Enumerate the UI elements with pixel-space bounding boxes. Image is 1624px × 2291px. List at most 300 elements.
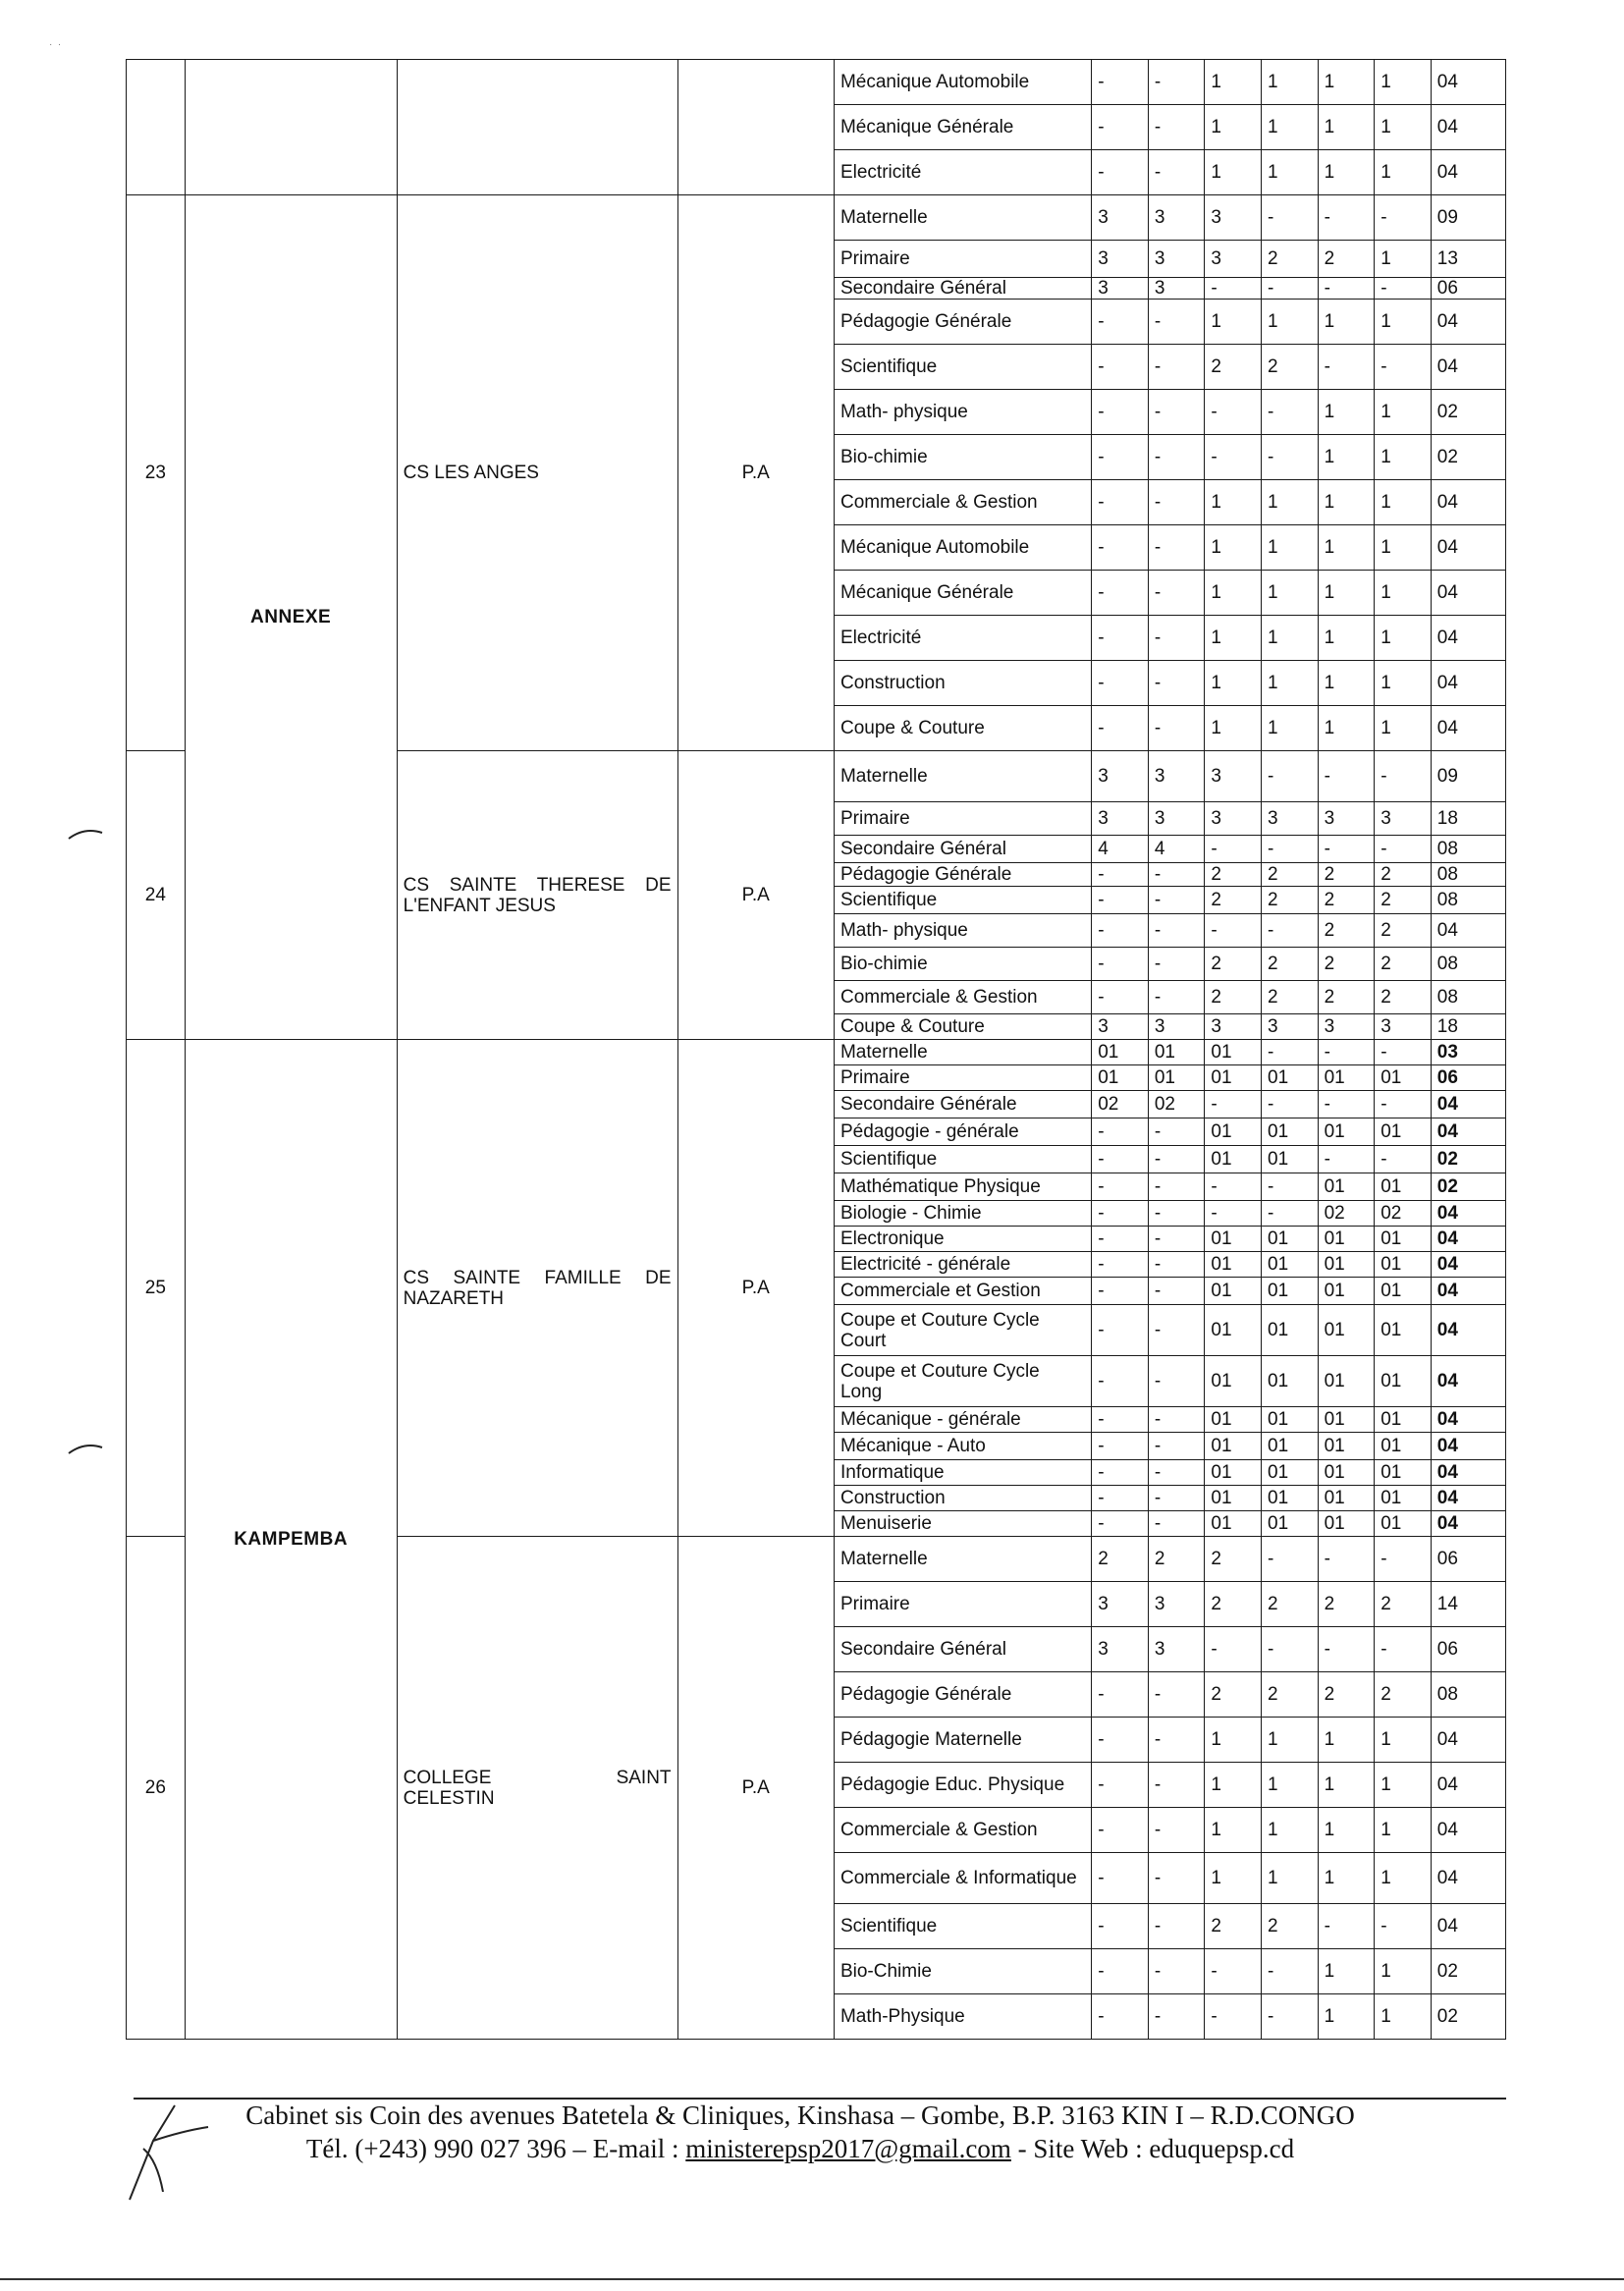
class-count-cell: 1 [1262,706,1319,751]
class-count-cell: - [1092,1305,1149,1356]
class-count-cell: 1 [1262,1763,1319,1808]
total-cell: 08 [1431,948,1505,981]
class-count-cell: - [1092,525,1149,571]
class-count-cell: 1 [1205,1853,1262,1904]
class-count-cell: 01 [1375,1305,1432,1356]
class-count-cell: - [1148,480,1205,525]
option-name: Maternelle [834,751,1091,802]
option-name: Electricité [834,616,1091,661]
total-cell: 04 [1431,1486,1505,1511]
class-count-cell: 01 [1318,1407,1375,1433]
total-cell: 08 [1431,887,1505,914]
class-count-cell: - [1148,863,1205,887]
margin-bracket-mark [67,827,106,841]
option-name: Secondaire Général [834,278,1091,300]
class-count-cell: 1 [1262,1718,1319,1763]
class-count-cell: 1 [1318,300,1375,345]
class-count-cell: - [1262,1627,1319,1672]
management-regime: P.A [677,195,834,751]
class-count-cell: - [1092,390,1149,435]
class-count-cell: - [1375,1904,1432,1949]
class-count-cell: 1 [1262,661,1319,706]
class-count-cell: 2 [1318,1582,1375,1627]
class-count-cell: - [1205,1201,1262,1227]
class-count-cell: 01 [1318,1486,1375,1511]
class-count-cell: 1 [1375,1718,1432,1763]
class-count-cell: 3 [1375,802,1432,836]
class-count-cell: 01 [1318,1173,1375,1201]
school-number: 26 [127,1537,186,2040]
class-count-cell: 01 [1205,1118,1262,1146]
class-count-cell: 2 [1262,887,1319,914]
class-count-cell: - [1148,390,1205,435]
total-cell: 04 [1431,1201,1505,1227]
class-count-cell: - [1148,616,1205,661]
class-count-cell: 2 [1092,1537,1149,1582]
class-count-cell: - [1318,751,1375,802]
class-count-cell: - [1092,1672,1149,1718]
class-count-cell: 2 [1375,981,1432,1014]
class-count-cell: - [1148,1994,1205,2040]
class-count-cell: - [1318,836,1375,863]
class-count-cell: 01 [1092,1040,1149,1065]
option-name: Commerciale & Gestion [834,981,1091,1014]
class-count-cell: 2 [1318,948,1375,981]
school-name-line: NAZARETH [403,1287,505,1309]
class-count-cell: 2 [1318,863,1375,887]
total-cell: 08 [1431,836,1505,863]
class-count-cell: 01 [1262,1065,1319,1091]
option-name: Construction [834,661,1091,706]
class-count-cell: 02 [1092,1091,1149,1118]
page-bottom-rule [0,2278,1624,2280]
class-count-cell: 01 [1375,1511,1432,1537]
class-count-cell: - [1318,1627,1375,1672]
class-count-cell: - [1092,1718,1149,1763]
class-count-cell: 1 [1318,150,1375,195]
total-cell: 04 [1431,300,1505,345]
footer-phone: Tél. (+243) 990 027 396 – E-mail : [305,2133,686,2163]
class-count-cell: - [1375,278,1432,300]
class-count-cell: - [1148,1201,1205,1227]
class-count-cell: - [1092,1808,1149,1853]
class-count-cell: 1 [1375,1763,1432,1808]
option-name: Bio-chimie [834,435,1091,480]
class-count-cell: - [1148,525,1205,571]
total-cell: 18 [1431,802,1505,836]
class-count-cell: 3 [1148,751,1205,802]
class-count-cell: - [1148,1356,1205,1407]
class-count-cell: 1 [1318,390,1375,435]
class-count-cell: 01 [1318,1065,1375,1091]
management-regime: P.A [677,751,834,1040]
class-count-cell: 01 [1318,1356,1375,1407]
class-count-cell: 1 [1318,60,1375,105]
class-count-cell: 2 [1205,1537,1262,1582]
schools-table [126,59,1506,2040]
class-count-cell: 1 [1375,300,1432,345]
option-name: Maternelle [834,195,1091,241]
school-name-line: L'ENFANT JESUS [403,895,556,916]
total-cell: 04 [1431,525,1505,571]
class-count-cell: 1 [1205,105,1262,150]
class-count-cell: 3 [1375,1014,1432,1040]
letterhead-footer [147,2100,1453,2166]
option-name: Secondaire Général [834,1627,1091,1672]
class-count-cell: 3 [1092,802,1149,836]
class-count-cell: - [1262,1091,1319,1118]
class-count-cell: - [1318,195,1375,241]
class-count-cell: - [1092,887,1149,914]
class-count-cell: 1 [1375,571,1432,616]
class-count-cell: - [1148,661,1205,706]
class-count-cell: - [1148,1808,1205,1853]
class-count-cell: 01 [1375,1407,1432,1433]
class-count-cell: - [1375,1537,1432,1582]
class-count-cell: - [1318,1537,1375,1582]
class-count-cell: 01 [1262,1511,1319,1537]
option-name: Electricité [834,150,1091,195]
class-count-cell: - [1262,1201,1319,1227]
class-count-cell: - [1318,345,1375,390]
total-cell: 04 [1431,1118,1505,1146]
class-count-cell: 01 [1262,1252,1319,1278]
option-name: Commerciale & Gestion [834,480,1091,525]
class-count-cell: - [1148,1252,1205,1278]
total-cell: 04 [1431,914,1505,948]
class-count-cell: - [1092,345,1149,390]
class-count-cell: 1 [1262,1853,1319,1904]
class-count-cell: - [1262,1949,1319,1994]
margin-bracket-mark [67,1442,106,1455]
class-count-cell: 3 [1148,802,1205,836]
total-cell: 06 [1431,278,1505,300]
total-cell: 04 [1431,345,1505,390]
class-count-cell: - [1092,1433,1149,1460]
class-count-cell: 1 [1375,60,1432,105]
class-count-cell: - [1318,1904,1375,1949]
class-count-cell: 2 [1205,863,1262,887]
class-count-cell: - [1092,480,1149,525]
class-count-cell: 2 [1375,1672,1432,1718]
class-count-cell: 3 [1318,1014,1375,1040]
class-count-cell: 2 [1375,1582,1432,1627]
class-count-cell: - [1092,1511,1149,1537]
class-count-cell: 3 [1148,195,1205,241]
class-count-cell: 2 [1205,345,1262,390]
class-count-cell: 01 [1318,1227,1375,1252]
class-count-cell: 1 [1205,706,1262,751]
class-count-cell: 1 [1262,60,1319,105]
class-count-cell: 01 [1375,1118,1432,1146]
class-count-cell: - [1375,1040,1432,1065]
school-name-line: CS SAINTE FAMILLE DE [403,1267,672,1288]
class-count-cell: 1 [1318,571,1375,616]
class-count-cell: - [1318,1091,1375,1118]
class-count-cell: 01 [1318,1460,1375,1486]
class-count-cell: 01 [1375,1433,1432,1460]
total-cell: 04 [1431,1808,1505,1853]
class-count-cell: 1 [1375,390,1432,435]
class-count-cell: 01 [1375,1173,1432,1201]
class-count-cell: 3 [1092,1582,1149,1627]
zone-name [185,60,397,195]
total-cell: 04 [1431,616,1505,661]
total-cell: 04 [1431,661,1505,706]
class-count-cell: 2 [1375,914,1432,948]
total-cell: 04 [1431,1904,1505,1949]
class-count-cell: - [1148,887,1205,914]
class-count-cell: 2 [1375,863,1432,887]
option-name: Scientifique [834,345,1091,390]
class-count-cell: 01 [1205,1460,1262,1486]
option-name: Scientifique [834,887,1091,914]
class-count-cell: - [1092,1904,1149,1949]
class-count-cell: - [1205,1091,1262,1118]
school-name-line: CS LES ANGES [403,463,539,483]
total-cell: 04 [1431,1511,1505,1537]
class-count-cell: 1 [1262,1808,1319,1853]
class-count-cell: 01 [1205,1146,1262,1173]
class-count-cell: - [1092,1356,1149,1407]
school-name [397,1537,677,2040]
class-count-cell: - [1092,1173,1149,1201]
table-body [127,60,1506,2040]
class-count-cell: 2 [1318,1672,1375,1718]
table-row [127,1040,1506,1065]
class-count-cell: 02 [1318,1201,1375,1227]
total-cell: 04 [1431,1460,1505,1486]
class-count-cell: 1 [1375,706,1432,751]
option-name: Maternelle [834,1537,1091,1582]
option-name: Pédagogie Générale [834,300,1091,345]
class-count-cell: 01 [1205,1433,1262,1460]
class-count-cell: 01 [1318,1252,1375,1278]
class-count-cell: 3 [1205,195,1262,241]
class-count-cell: 1 [1262,105,1319,150]
class-count-cell: 1 [1205,661,1262,706]
class-count-cell: 2 [1262,1904,1319,1949]
class-count-cell: - [1092,1118,1149,1146]
class-count-cell: 1 [1318,661,1375,706]
class-count-cell: 01 [1318,1511,1375,1537]
class-count-cell: - [1262,836,1319,863]
option-name: Pédagogie Générale [834,1672,1091,1718]
option-name: Biologie - Chimie [834,1201,1091,1227]
class-count-cell: 1 [1205,525,1262,571]
total-cell: 18 [1431,1014,1505,1040]
class-count-cell: - [1148,1460,1205,1486]
class-count-cell: 1 [1375,435,1432,480]
class-count-cell: 1 [1318,1853,1375,1904]
class-count-cell: 2 [1205,1582,1262,1627]
class-count-cell: - [1262,914,1319,948]
class-count-cell: 01 [1262,1433,1319,1460]
option-name: Math- physique [834,390,1091,435]
total-cell: 02 [1431,1994,1505,2040]
class-count-cell: 01 [1205,1511,1262,1537]
option-name: Mécanique Automobile [834,60,1091,105]
class-count-cell: 1 [1318,1763,1375,1808]
option-name: Primaire [834,1582,1091,1627]
class-count-cell: - [1092,571,1149,616]
class-count-cell: 1 [1205,300,1262,345]
class-count-cell: 1 [1205,150,1262,195]
class-count-cell: 01 [1262,1146,1319,1173]
option-name: Mécanique - générale [834,1407,1091,1433]
total-cell: 04 [1431,150,1505,195]
class-count-cell: - [1262,1040,1319,1065]
class-count-cell: - [1375,1091,1432,1118]
option-name: Mécanique Générale [834,105,1091,150]
class-count-cell: - [1148,150,1205,195]
class-count-cell: 1 [1262,480,1319,525]
class-count-cell: - [1205,390,1262,435]
class-count-cell: 01 [1205,1040,1262,1065]
class-count-cell: 3 [1092,751,1149,802]
class-count-cell: 3 [1205,1014,1262,1040]
total-cell: 14 [1431,1582,1505,1627]
class-count-cell: 2 [1318,981,1375,1014]
class-count-cell: 01 [1375,1065,1432,1091]
option-name: Coupe et Couture Cycle Court [834,1305,1091,1356]
class-count-cell: - [1092,150,1149,195]
school-name-line: CS SAINTE THERESE DE [403,874,672,896]
class-count-cell: - [1375,836,1432,863]
class-count-cell: - [1148,1146,1205,1173]
class-count-cell: - [1148,1433,1205,1460]
class-count-cell: - [1092,1201,1149,1227]
class-count-cell: 4 [1092,836,1149,863]
class-count-cell: - [1092,60,1149,105]
total-cell: 02 [1431,435,1505,480]
class-count-cell: - [1262,751,1319,802]
total-cell: 04 [1431,1252,1505,1278]
class-count-cell: 1 [1318,1994,1375,2040]
class-count-cell: 2 [1262,981,1319,1014]
class-count-cell: 1 [1375,241,1432,278]
class-count-cell: - [1148,435,1205,480]
class-count-cell: 01 [1375,1356,1432,1407]
class-count-cell: - [1092,105,1149,150]
class-count-cell: - [1375,345,1432,390]
footer-email-link[interactable]: ministerepsp2017@gmail.com [685,2133,1011,2163]
class-count-cell: 2 [1148,1537,1205,1582]
option-name: Math-Physique [834,1994,1091,2040]
class-count-cell: 3 [1205,751,1262,802]
total-cell: 04 [1431,1227,1505,1252]
class-count-cell: - [1262,390,1319,435]
class-count-cell: 01 [1148,1040,1205,1065]
class-count-cell: 01 [1148,1065,1205,1091]
class-count-cell: 01 [1092,1065,1149,1091]
option-name: Coupe & Couture [834,1014,1091,1040]
total-cell: 02 [1431,1173,1505,1201]
class-count-cell: - [1148,1511,1205,1537]
class-count-cell: - [1148,1227,1205,1252]
option-name: Mathématique Physique [834,1173,1091,1201]
total-cell: 08 [1431,981,1505,1014]
total-cell: 04 [1431,1433,1505,1460]
class-count-cell: 2 [1205,948,1262,981]
class-count-cell: 1 [1205,1808,1262,1853]
option-name: Electricité - générale [834,1252,1091,1278]
class-count-cell: 2 [1375,887,1432,914]
class-count-cell: 01 [1318,1278,1375,1305]
class-count-cell: 3 [1092,241,1149,278]
total-cell: 08 [1431,1672,1505,1718]
class-count-cell: - [1092,1949,1149,1994]
class-count-cell: - [1148,981,1205,1014]
class-count-cell: 3 [1318,802,1375,836]
class-count-cell: 2 [1262,1582,1319,1627]
option-name: Primaire [834,1065,1091,1091]
total-cell: 04 [1431,1718,1505,1763]
school-number [127,60,186,195]
class-count-cell: - [1205,1627,1262,1672]
class-count-cell: 1 [1318,435,1375,480]
school-name [397,751,677,1040]
total-cell: 08 [1431,863,1505,887]
class-count-cell: 3 [1148,241,1205,278]
class-count-cell: - [1148,345,1205,390]
school-name-line: CELESTIN [403,1787,495,1809]
option-name: Coupe et Couture Cycle Long [834,1356,1091,1407]
total-cell: 04 [1431,480,1505,525]
option-name: Secondaire Général [834,836,1091,863]
class-count-cell: 01 [1375,1460,1432,1486]
class-count-cell: - [1092,706,1149,751]
footer-contact [147,2133,1453,2166]
class-count-cell: - [1148,914,1205,948]
class-count-cell: 2 [1205,981,1262,1014]
class-count-cell: 1 [1318,706,1375,751]
total-cell: 13 [1431,241,1505,278]
class-count-cell: - [1148,948,1205,981]
total-cell: 06 [1431,1537,1505,1582]
total-cell: 02 [1431,390,1505,435]
class-count-cell: 01 [1318,1118,1375,1146]
class-count-cell: 3 [1205,241,1262,278]
option-name: Mécanique Générale [834,571,1091,616]
class-count-cell: 2 [1205,1904,1262,1949]
class-count-cell: - [1092,616,1149,661]
total-cell: 04 [1431,1278,1505,1305]
class-count-cell: - [1205,278,1262,300]
option-name: Math- physique [834,914,1091,948]
class-count-cell: 2 [1262,345,1319,390]
class-count-cell: 01 [1205,1227,1262,1252]
management-regime: P.A [677,1537,834,2040]
class-count-cell: - [1318,1040,1375,1065]
option-name: Scientifique [834,1904,1091,1949]
management-regime [677,60,834,195]
school-name [397,195,677,751]
class-count-cell: - [1092,1227,1149,1252]
footer-address: Cabinet sis Coin des avenues Batetela & Cliniques, Kinshasa – Gombe, B.P. 3163 KIN I – R.D.CONGO [245,2100,1355,2130]
total-cell: 04 [1431,1853,1505,1904]
class-count-cell: 3 [1148,1014,1205,1040]
option-name: Primaire [834,241,1091,278]
class-count-cell: 01 [1375,1486,1432,1511]
class-count-cell: 2 [1318,887,1375,914]
class-count-cell: - [1262,1173,1319,1201]
class-count-cell: 01 [1375,1278,1432,1305]
class-count-cell: - [1092,300,1149,345]
class-count-cell: 1 [1318,616,1375,661]
class-count-cell: 1 [1318,1718,1375,1763]
class-count-cell: - [1092,1853,1149,1904]
